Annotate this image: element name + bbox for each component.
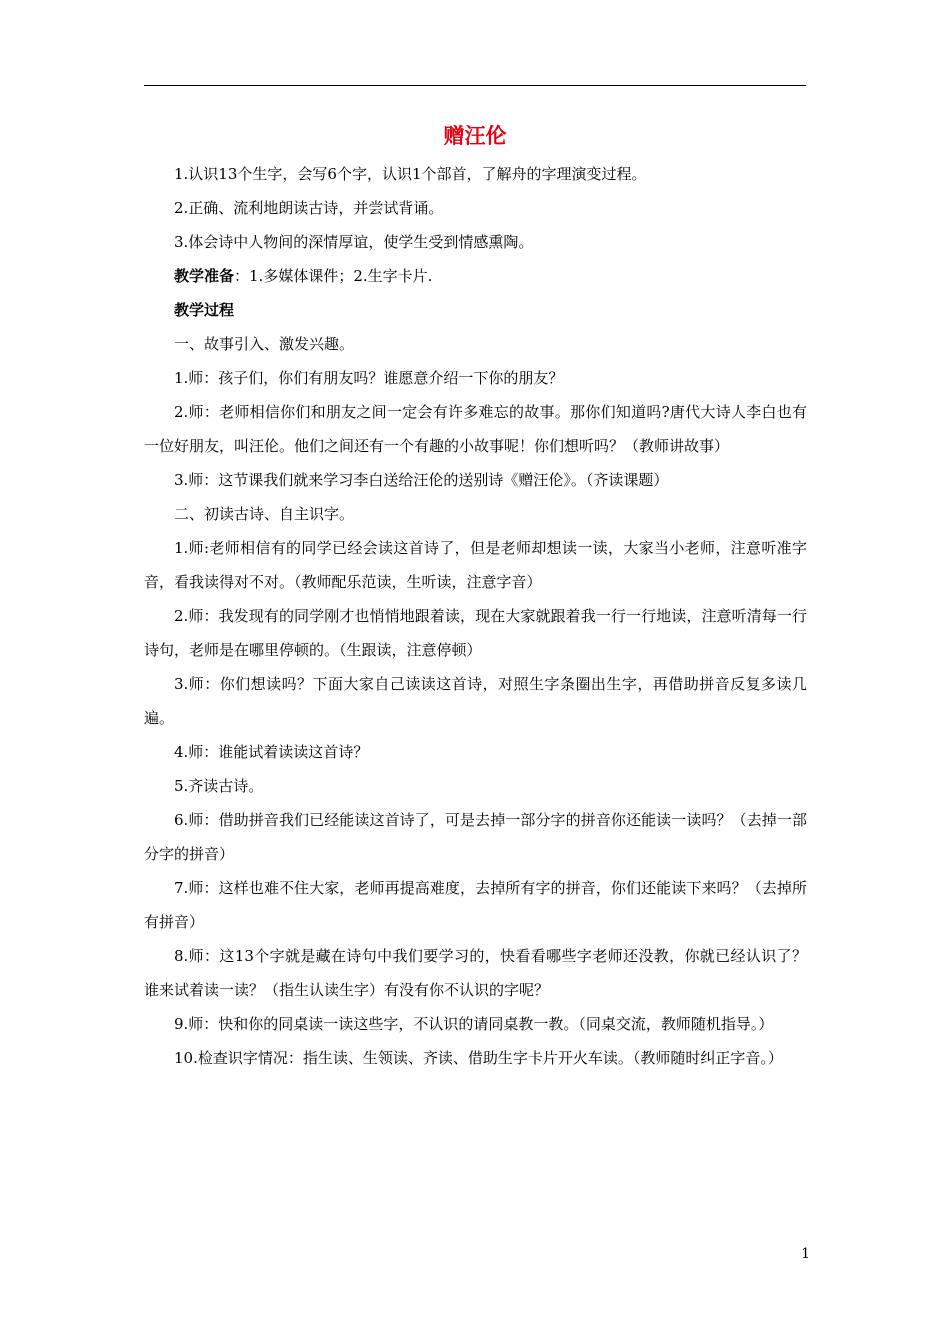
section-2-heading: 二、初读古诗、自主识字。 <box>174 505 355 523</box>
section-2-item-7: 7.师：这样也难不住大家，老师再提高难度，去掉所有字的拼音，你们还能读下来吗？（去掉所有拼音） <box>144 879 807 931</box>
section-1-item-3: 3.师：这节课我们就来学习李白送给汪伦的送别诗《赠汪伦》。（齐读课题） <box>174 471 669 489</box>
document-title: 赠汪伦 <box>443 124 507 148</box>
header-rule <box>144 85 806 86</box>
section-1-item-2: 2.师：老师相信你们和朋友之间一定会有许多难忘的故事。那你们知道吗?唐代大诗人李白也有一位好朋友，叫汪伦。他们之间还有一个有趣的小故事呢！你们想听吗？（教师讲故事） <box>144 403 807 455</box>
process-heading: 教学过程 <box>174 301 235 319</box>
objective-3: 3.体会诗中人物间的深情厚谊，使学生受到情感熏陶。 <box>174 233 534 251</box>
section-2-item-6: 6.师：借助拼音我们已经能读这首诗了，可是去掉一部分字的拼音你还能读一读吗？（去掉一部分字的拼音） <box>144 811 807 863</box>
section-1-item-1: 1.师：孩子们，你们有朋友吗？谁愿意介绍一下你的朋友？ <box>174 369 564 387</box>
section-2-item-1: 1.师:老师相信有的同学已经会读这首诗了，但是老师却想读一读，大家当小老师，注意听准字音，看我读得对不对。（教师配乐范读，生听读，注意字音） <box>144 539 807 591</box>
section-1-heading: 一、故事引入、激发兴趣。 <box>174 335 355 353</box>
preparation-text: ：1.多媒体课件；2.生字卡片. <box>234 267 433 285</box>
section-2-item-10: 10.检查识字情况：指生读、生领读、齐读、借助生字卡片开火车读。（教师随时纠正字音。） <box>174 1049 783 1067</box>
section-2-item-4: 4.师：谁能试着读读这首诗？ <box>174 743 369 761</box>
section-2-item-2: 2.师：我发现有的同学刚才也悄悄地跟着读，现在大家就跟着我一行一行地读，注意听清每一行诗句，老师是在哪里停顿的。（生跟读，注意停顿） <box>144 607 807 659</box>
preparation-label: 教学准备 <box>174 267 235 285</box>
preparation <box>144 259 807 293</box>
objective-1: 1.认识13个生字，会写6个字，认识1个部首，了解舟的字理演变过程。 <box>174 165 647 183</box>
section-2-item-8: 8.师：这13个字就是藏在诗句中我们要学习的，快看看哪些字老师还没教，你就已经认识了？谁来试着读一读？（指生认读生字）有没有你不认识的字呢？ <box>144 947 807 999</box>
section-2-item-3: 3.师：你们想读吗？下面大家自己读读这首诗，对照生字条圈出生字，再借助拼音反复多读几遍。 <box>144 675 807 727</box>
document-body <box>144 157 807 1075</box>
objective-2: 2.正确、流利地朗读古诗，并尝试背诵。 <box>174 199 444 217</box>
page-number: 1 <box>801 1246 810 1262</box>
section-2-item-5: 5.齐读古诗。 <box>174 777 264 795</box>
section-2-item-9: 9.师：快和你的同桌读一读这些字，不认识的请同桌教一教。（同桌交流，教师随机指导。） <box>174 1015 774 1033</box>
